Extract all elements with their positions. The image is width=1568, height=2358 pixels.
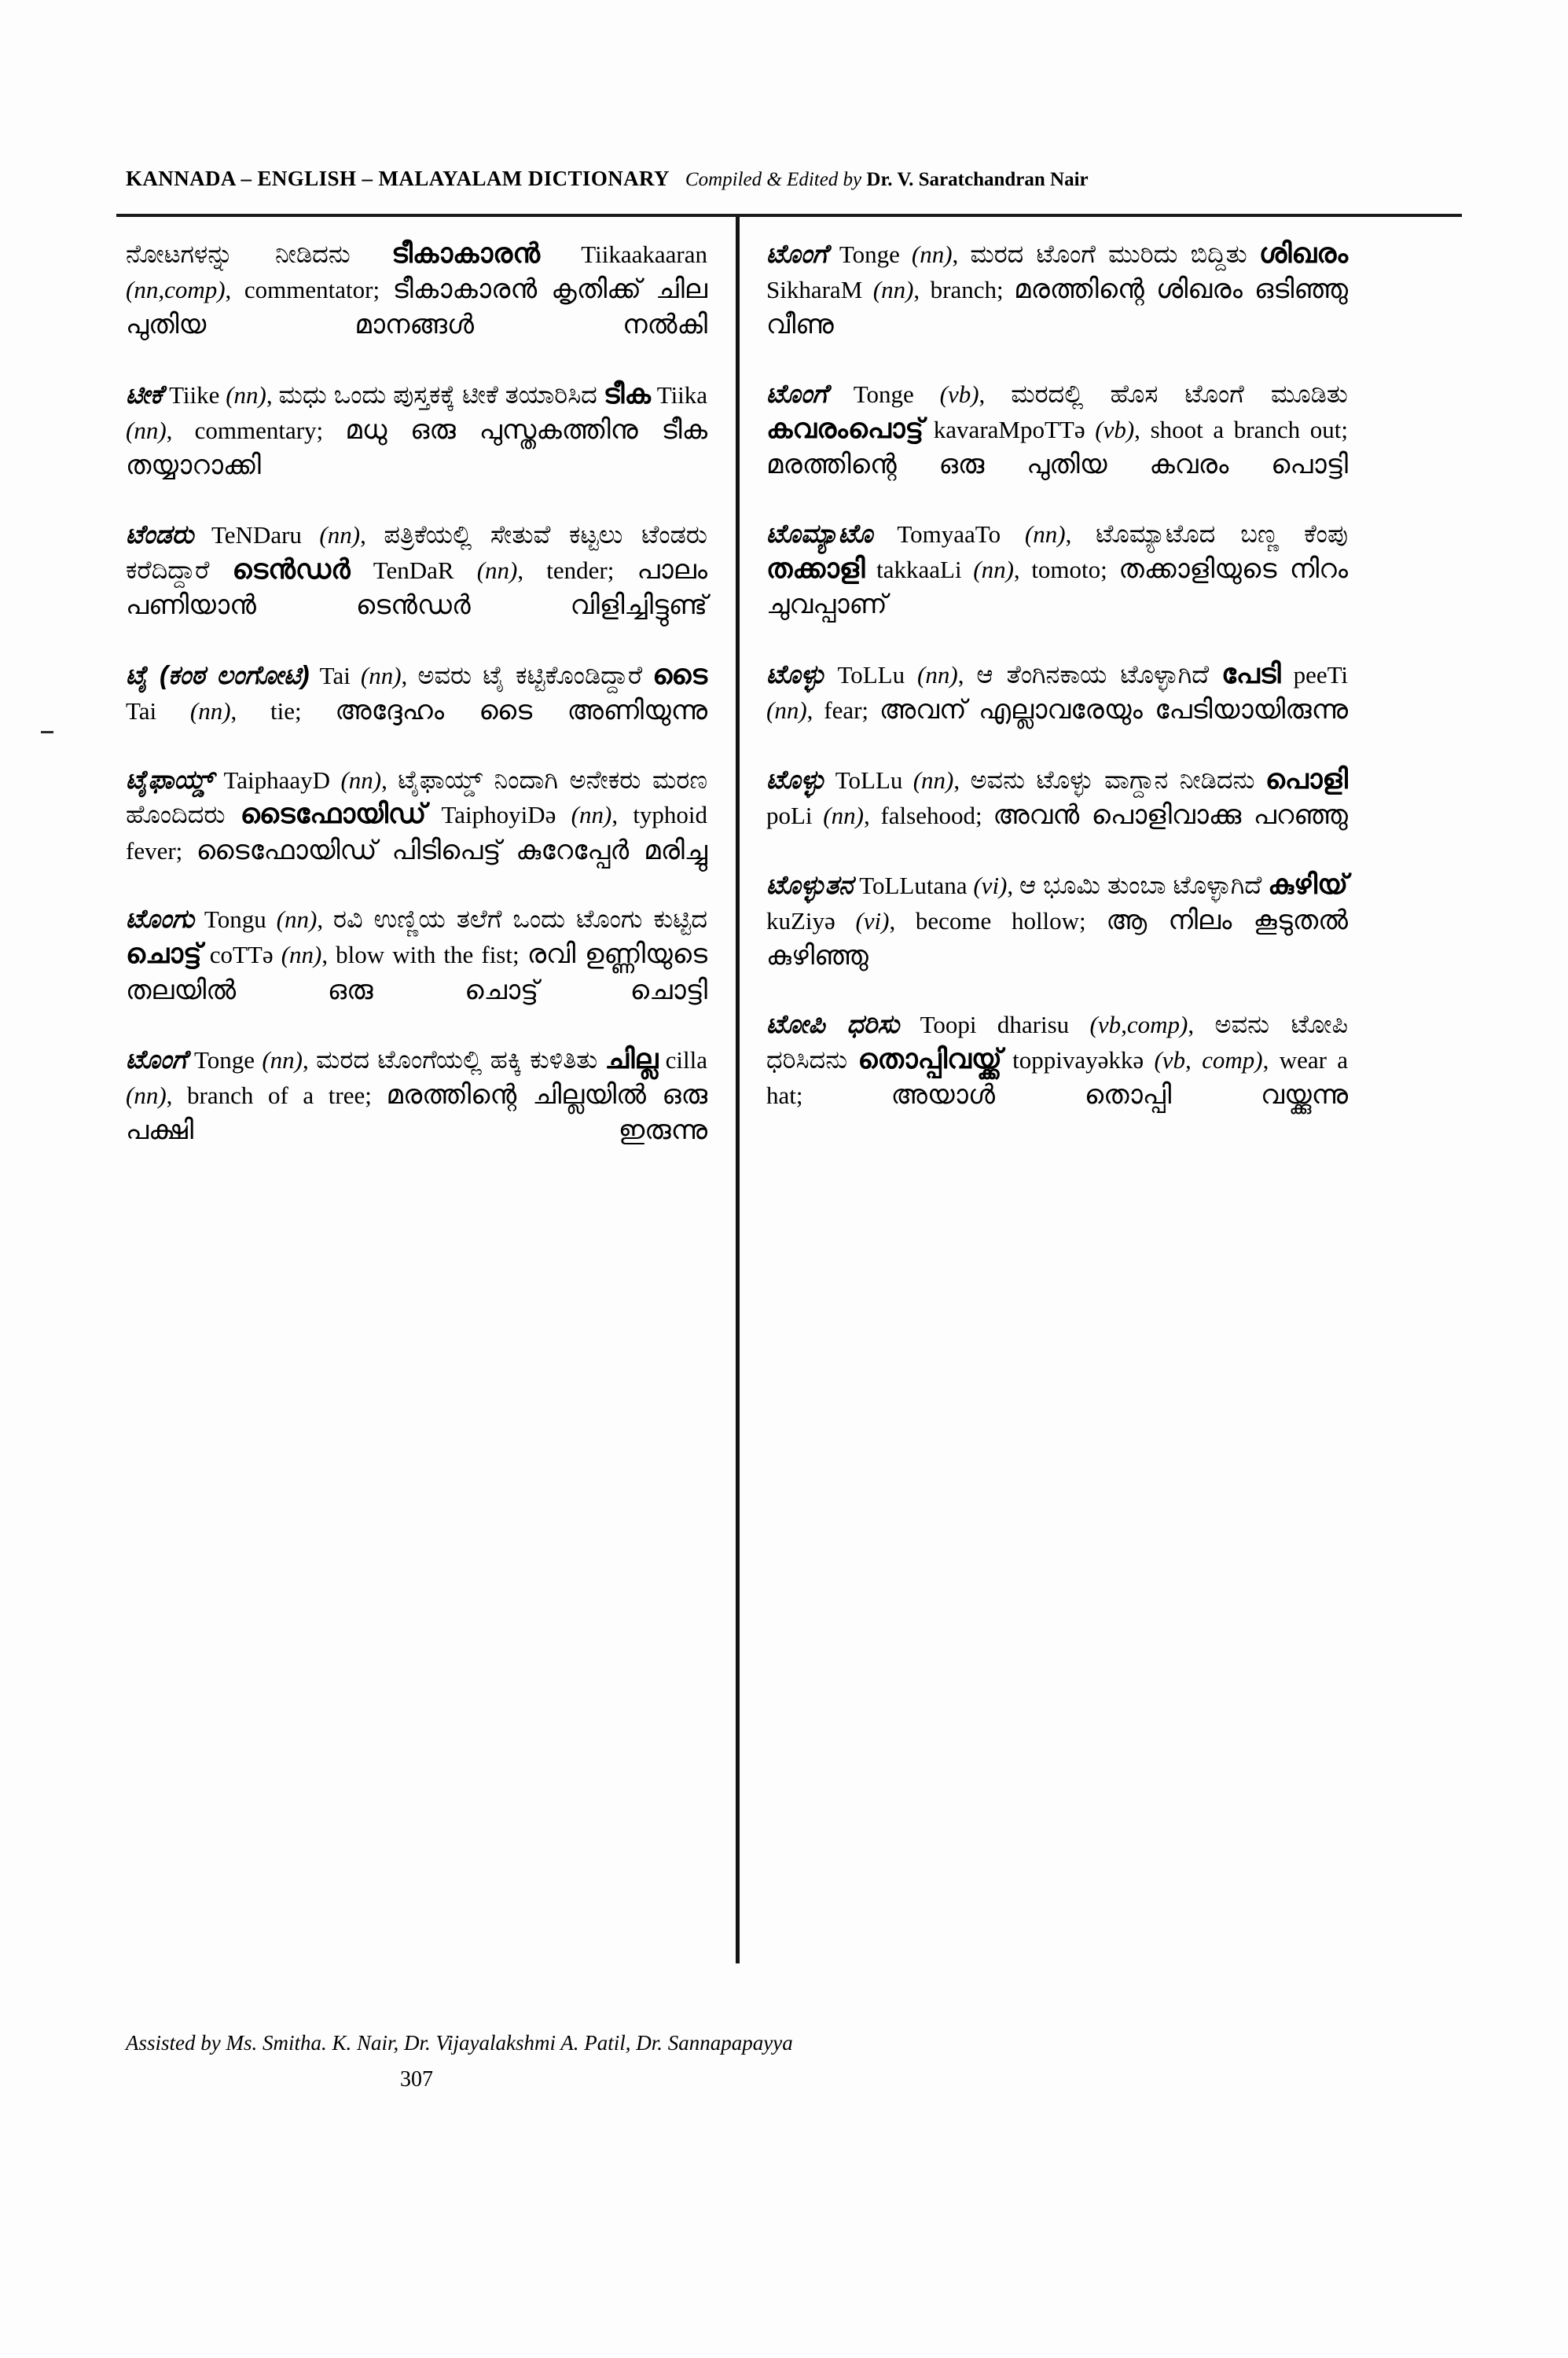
kannada-example: ಅವನು ಟೋಪಿ ಧರಿಸಿದನು (766, 1010, 1349, 1074)
english-gloss: tomoto; (1031, 555, 1107, 583)
romanization: Tonge (853, 380, 914, 408)
romanization: ToLLu (837, 660, 905, 689)
malayalam-headword: ചില്ല (604, 1044, 659, 1075)
kannada-headword: ಟೊಂಗು (126, 904, 194, 934)
part-of-speech: (nn) (276, 905, 318, 934)
malayalam-headword: ടൈ (652, 659, 708, 690)
part-of-speech: (nn) (319, 520, 361, 549)
credit-editor-name: Dr. V. Saratchandran Nair (866, 169, 1089, 190)
kannada-example: ಆ ತೆಂಗಿನಕಾಯ ಟೊಳ್ಳಾಗಿದೆ (976, 659, 1210, 689)
kannada-example: ಅವನು ಟೊಳ್ಳು ವಾಗ್ದಾನ ನೀಡಿದನು (970, 765, 1255, 794)
part-of-speech: (nn) (973, 555, 1014, 583)
malayalam-example: മരത്തിന്റെ ശിഖരം ഒടിഞ്ഞു വീണു (766, 274, 1349, 340)
romanization: TomyaaTo (897, 520, 1001, 548)
romanization: TenDaR (373, 556, 454, 584)
malayalam-example: അദ്ദേഹം ടൈ അണിയുന്നു (335, 695, 707, 725)
romanization: Toopi dharisu (920, 1011, 1070, 1039)
romanization: TaiphoyiDə (441, 801, 556, 829)
dictionary-entry: ಟೊಂಗೆ Tonge (vb), ಮರದಲ್ಲಿ ಹೊಸ ಟೊಂಗೆ ಮೂಡಿತು കവരംപൊട്ട് kavaraMpoTTə (vb), shoot a branch out; മരത്തിന്റെ ഒരു പുതിയ കവരം പൊട്ടി (766, 378, 1349, 479)
malayalam-headword: തൊപ്പിവയ്ക്ക് (857, 1044, 1002, 1075)
dictionary-entry: ಟೊಮ್ಯಾಟೊ TomyaaTo (nn), ಟೊಮ್ಯಾಟೊದ ಬಣ್ಣ ಕೆಂಪು തക്കാളി takkaaLi (nn), tomoto; തക്കാളിയുടെ നിറം ചുവപ്പാണ് (766, 518, 1349, 619)
romanization: ToLLu (835, 766, 903, 794)
part-of-speech: (nn) (360, 661, 402, 689)
romanization: Tonge (839, 241, 900, 268)
romanization: TaiphaayD (223, 766, 331, 794)
romanization: TeNDaru (211, 520, 302, 549)
part-of-speech: (nn) (1024, 520, 1066, 548)
malayalam-example: മരത്തിന്റെ ഒരു പുതിയ കവരം പൊട്ടി (766, 449, 1348, 479)
part-of-speech: (vi) (973, 871, 1008, 899)
part-of-speech: (nn) (476, 556, 518, 584)
kannada-headword: ಟೊಳ್ಳುತನ (766, 869, 854, 899)
part-of-speech: (vb,comp) (1089, 1011, 1188, 1039)
kannada-headword: ಟೊಳ್ಳು (766, 764, 825, 794)
malayalam-headword: ടീക (603, 378, 651, 410)
right-column (766, 236, 1348, 1147)
running-head-credit (685, 169, 1089, 190)
malayalam-example: ടൈഫോയിഡ് പിടിപെട്ട് കുറേപ്പേർ മരിച്ചു (196, 835, 707, 865)
english-gloss: falsehood; (880, 801, 982, 829)
malayalam-example: രവി ഉണ്ണിയുടെ തലയിൽ ഒരു ചൊട്ട് ചൊട്ടി (126, 939, 708, 1005)
credit-prefix: Compiled & Edited by (685, 169, 867, 190)
column-divider (736, 217, 740, 1963)
romanization: coTTə (209, 941, 274, 969)
romanization: Tai (319, 661, 351, 689)
kannada-headword: ಟೆಂಡರು (126, 519, 194, 549)
romanization: kavaraMpoTTə (933, 415, 1085, 443)
english-gloss: blow with the fist; (336, 941, 520, 969)
malayalam-example: അയാൾ തൊപ്പി വയ്ക്കുന്നു (890, 1080, 1348, 1111)
kannada-headword: ಟೋಪಿ ಧರಿಸು (766, 1009, 900, 1039)
romanization: cilla (665, 1046, 707, 1074)
dictionary-entry: ಟೈಫಾಯ್ಡ್ TaiphaayD (nn), ಟೈಫಾಯ್ಡ್ ನಿಂದಾಗಿ ಅನೇಕರು ಮರಣ ಹೊಂದಿದರು ടൈഫോയിഡ് TaiphoyiDə (nn), typhoid fever; ടൈഫോയിഡ് പിടിപെട്ട് കുറേപ്പേർ മരിച്ചു (126, 764, 708, 865)
kannada-example: ಟೈಫಾಯ್ಡ್ ನಿಂದಾಗಿ ಅನೇಕರು ಮರಣ ಹೊಂದಿದರು (126, 765, 708, 829)
part-of-speech: (nn) (917, 660, 958, 689)
romanization: Tonge (194, 1046, 255, 1074)
malayalam-example: ആ നിലം കൂടുതൽ കുഴിഞ്ഞു (766, 905, 1349, 971)
malayalam-headword: കുഴിയ് (1268, 869, 1349, 900)
part-of-speech: (nn) (823, 801, 864, 829)
dictionary-entry: ಟೀಕೆ Tiike (nn), ಮಧು ಒಂದು ಪುಸ್ತಕಕ್ಕೆ ಟೀಕೆ ತಯಾರಿಸಿದ ടീക Tiika (nn), commentary; മധു ഒരു പുസ്തകത്തിനു ടീക തയ്യാറാക്കി (126, 378, 708, 480)
dictionary-entry: ಟೊಳ್ಳು ToLLu (nn), ಆ ತೆಂಗಿನಕಾಯ ಟೊಳ್ಳಾಗಿದೆ പേടി peeTi (nn), fear; അവന് എല്ലാവരേയും പേടിയായിരുന്നു (766, 658, 1349, 725)
running-head-title: KANNADA – ENGLISH – MALAYALAM DICTIONARY (126, 167, 670, 190)
english-gloss: commentary; (194, 417, 324, 445)
kannada-example: ರವಿ ಉಣ್ಣಿಯ ತಲೆಗೆ ಒಂದು ಟೊಂಗು ಕುಟ್ಟಿದ (333, 905, 707, 934)
part-of-speech: (nn) (913, 766, 954, 794)
malayalam-headword: പേടി (1221, 658, 1281, 689)
kannada-headword: ಟೊಂಗೆ (766, 239, 828, 268)
kannada-example: ಆ ಭೂಮಿ ತುಂಬಾ ಟೊಳ್ಳಾಗಿದೆ (1019, 870, 1262, 899)
english-gloss: tie; (270, 696, 302, 725)
dictionary-entry: ಟೈ (ಕಂಠ ಲಂಗೋಟಿ) Tai (nn), ಅವರು ಟೈ ಕಟ್ಟಿಕೊಂಡಿದ್ದಾರೆ ടൈ Tai (nn), tie; അദ്ദേഹം ടൈ അണിയുന്നു (126, 659, 708, 725)
kannada-headword: ಟೈ (ಕಂಠ ಲಂಗೋಟಿ) (126, 659, 310, 689)
kannada-example: ಮಧು ಒಂದು ಪುಸ್ತಕಕ್ಕೆ ಟೀಕೆ ತಯಾರಿಸಿದ (278, 380, 597, 409)
malayalam-headword: ചൊട്ട് (126, 938, 202, 970)
footer-assisted-by: Assisted by Ms. Smitha. K. Nair, Dr. Vijayalakshmi A. Patil, Dr. Sannapapayya (126, 2031, 793, 2055)
romanization: Tai (126, 696, 157, 725)
malayalam-headword: പൊളി (1265, 763, 1349, 795)
kannada-example: ಮರದ ಟೊಂಗೆ ಮುರಿದು ಬಿದ್ದಿತು (970, 240, 1247, 268)
dictionary-entry: ಟೋಪಿ ಧರಿಸು Toopi dharisu (vb,comp), ಅವನು ಟೋಪಿ ಧರಿಸಿದನು തൊപ്പിവയ്ക്ക് toppivayəkkə (vb, comp), wear a hat; അയാൾ തൊപ്പി വയ്ക്കുന്നു (766, 1009, 1349, 1111)
romanization: SikharaM (766, 276, 863, 304)
running-head (126, 167, 1462, 201)
romanization: poLi (766, 801, 813, 829)
english-gloss: tender; (546, 556, 615, 584)
romanization: kuZiyə (766, 906, 835, 935)
romanization: takkaaLi (876, 555, 962, 583)
kannada-example: ಮರದ ಟೊಂಗೆಯಲ್ಲಿ ಹಕ್ಕಿ ಕುಳಿತಿತು (315, 1045, 598, 1074)
part-of-speech: (nn) (766, 696, 807, 724)
dictionary-entry: ಟೊಂಗೆ Tonge (nn), ಮರದ ಟೊಂಗೆಯಲ್ಲಿ ಹಕ್ಕಿ ಕುಳಿತಿತು ചില്ല cilla (nn), branch of a tree; മരത്തിന്റെ ചില്ലയിൽ ഒരു പക്ഷി ഇരുന്നു (126, 1044, 708, 1146)
romanization: Tiika (656, 380, 708, 409)
part-of-speech: (nn) (126, 1082, 167, 1110)
malayalam-headword: ശിഖരം (1258, 238, 1348, 269)
english-gloss: branch of a tree; (187, 1082, 372, 1110)
part-of-speech: (nn) (872, 276, 914, 304)
left-column (126, 236, 707, 1182)
malayalam-example: മധു ഒരു പുസ്തകത്തിനു ടീക തയ്യാറാക്കി (126, 415, 708, 480)
english-gloss: shoot a branch out; (1150, 415, 1349, 443)
dictionary-entry: ಟೊಳ್ಳು ToLLu (nn), ಅವನು ಟೊಳ್ಳು ವಾಗ್ದಾನ ನೀಡಿದನು പൊളി poLi (nn), falsehood; അവൻ പൊളിവാക്കു പറഞ്ഞു (766, 763, 1349, 830)
romanization: Tiikaakaaran (581, 241, 707, 268)
malayalam-headword: ടെൻഡർ (232, 553, 351, 585)
kannada-example: ಮರದಲ್ಲಿ ಹೊಸ ಟೊಂಗೆ ಮೂಡಿತು (1011, 379, 1348, 408)
kannada-headword: ಟೀಕೆ (126, 379, 163, 409)
continuation-kannada: ನೋಟಗಳನ್ನು ನೀಡಿದನು (126, 240, 351, 268)
kannada-example: ಅವರು ಟೈ ಕಟ್ಟಿಕೊಂಡಿದ್ದಾರೆ (417, 660, 643, 689)
part-of-speech: (vi) (855, 906, 890, 935)
malayalam-example: അവന് എല്ലാവരേയും പേടിയായിരുന്നു (879, 694, 1349, 725)
dictionary-entry: ನೋಟಗಳನ್ನು ನೀಡಿದನು ടീകാകാരൻ Tiikaakaaran (nn,comp), commentator; ടീകാകാരൻ കൃതിക്ക് ചില പുതിയ മാനങ്ങൾ നൽകി (126, 238, 707, 340)
part-of-speech: (nn) (281, 941, 322, 969)
kannada-headword: ಟೊಮ್ಯಾಟೊ (766, 518, 873, 548)
part-of-speech: (nn) (340, 766, 382, 794)
malayalam-headword: ടൈഫോയിഡ് (240, 799, 427, 830)
romanization: ToLLutana (859, 871, 968, 899)
romanization: Tongu (204, 905, 266, 934)
part-of-speech: (nn) (571, 801, 612, 829)
part-of-speech: (nn) (189, 696, 231, 725)
malayalam-headword: കവരംപൊട്ട് (766, 413, 924, 444)
part-of-speech: (nn) (226, 380, 266, 409)
romanization: peeTi (1293, 660, 1349, 689)
malayalam-headword: ടീകാകാരൻ (391, 238, 540, 269)
part-of-speech: (nn) (262, 1046, 303, 1074)
english-gloss: commentator; (244, 276, 380, 304)
dictionary-entry: ಟೊಳ್ಳುತನ ToLLutana (vi), ಆ ಭೂಮಿ ತುಂಬಾ ಟೊಳ್ಳಾಗಿದೆ കുഴിയ് kuZiyə (vi), become hollow; ആ നിലം കൂടുതൽ കുഴിഞ്ഞു (766, 869, 1349, 971)
malayalam-example: പാലം പണിയാൻ ടെൻഡർ വിളിച്ചിട്ടുണ്ട് (126, 554, 708, 620)
malayalam-headword: തക്കാളി (766, 553, 865, 584)
kannada-example: ಟೊಮ್ಯಾಟೊದ ಬಣ್ಣ ಕೆಂಪು (1096, 519, 1348, 548)
malayalam-example: മരത്തിന്റെ ചില്ലയിൽ ഒരു പക്ഷി ഇരുന്നു (126, 1080, 708, 1146)
kannada-headword: ಟೈಫಾಯ್ಡ್ (126, 764, 214, 794)
part-of-speech: (vb, comp) (1154, 1046, 1263, 1074)
kannada-headword: ಟೊಂಗೆ (766, 378, 828, 408)
page-edge-tick (41, 731, 53, 733)
part-of-speech: (nn,comp) (126, 276, 226, 304)
header-rule (116, 214, 1462, 217)
english-gloss: typhoid fever; (126, 801, 708, 865)
english-gloss: fear; (824, 696, 869, 724)
english-gloss: branch; (930, 276, 1004, 304)
english-gloss: wear a hat; (766, 1046, 1349, 1110)
dictionary-entry: ಟೆಂಡರು TeNDaru (nn), ಪತ್ರಿಕೆಯಲ್ಲಿ ಸೇತುವೆ ಕಟ್ಟಲು ಟೆಂಡರು ಕರೆದಿದ್ದಾರೆ ടെൻഡർ TenDaR (nn), tender; പാലം പണിയാൻ ടെൻഡർ വിളിച്ചിട്ടുണ്ട് (126, 519, 708, 620)
english-gloss: become hollow; (915, 906, 1086, 935)
dictionary-entry: ಟೊಂಗು Tongu (nn), ರವಿ ಉಣ್ಣಿಯ ತಲೆಗೆ ಒಂದು ಟೊಂಗು ಕುಟ್ಟಿದ ചൊട്ട് coTTə (nn), blow with the fist; രവി ഉണ്ണിയുടെ തലയിൽ ഒരു ചൊട്ട് ചൊട്ടി (126, 904, 708, 1005)
kannada-headword: ಟೊಳ್ಳು (766, 659, 825, 689)
part-of-speech: (vb) (939, 380, 979, 408)
kannada-example: ಪತ್ರಿಕೆಯಲ್ಲಿ ಸೇತುವೆ ಕಟ್ಟಲು ಟೆಂಡರು ಕರೆದಿದ್ದಾರೆ (126, 520, 708, 584)
romanization: Tiike (169, 380, 220, 409)
part-of-speech: (vb) (1095, 415, 1135, 443)
page-number: 307 (400, 2067, 433, 2092)
malayalam-example: ടീകാകാരൻ കൃതിക്ക് ചില പുതിയ മാനങ്ങൾ നൽകി (126, 274, 707, 340)
romanization: toppivayəkkə (1012, 1046, 1144, 1074)
part-of-speech: (nn) (911, 241, 953, 268)
dictionary-entry: ಟೊಂಗೆ Tonge (nn), ಮರದ ಟೊಂಗೆ ಮುರಿದು ಬಿದ್ದಿತು ശിഖരം SikharaM (nn), branch; മരത്തിന്റെ ശിഖരം ഒടിഞ്ഞു വീണു (766, 238, 1349, 340)
part-of-speech: (nn) (126, 417, 167, 445)
malayalam-example: അവൻ പൊളിവാക്കു പറഞ്ഞു (993, 799, 1348, 830)
kannada-headword: ಟೊಂಗೆ (126, 1045, 187, 1074)
malayalam-example: തക്കാളിയുടെ നിറം ചുവപ്പാണ് (766, 553, 1349, 619)
